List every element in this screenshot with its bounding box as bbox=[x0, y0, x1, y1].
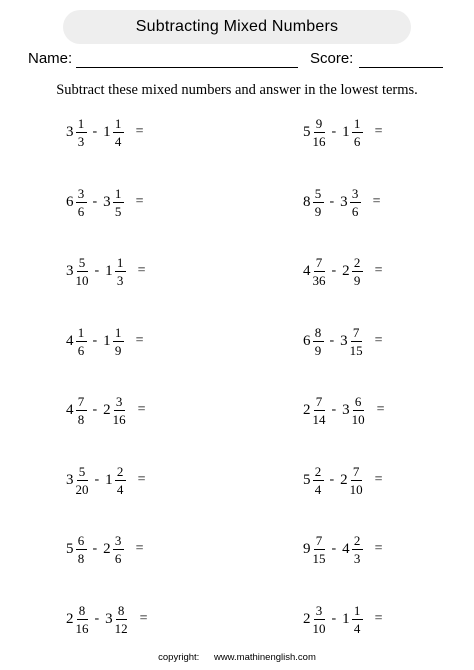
minus-sign: - bbox=[331, 541, 337, 556]
denominator: 4 bbox=[353, 620, 361, 636]
equals-sign: = bbox=[135, 333, 144, 348]
fraction bbox=[313, 534, 326, 565]
denominator: 5 bbox=[114, 203, 122, 219]
minus-sign: - bbox=[92, 333, 98, 348]
minus-sign: - bbox=[94, 263, 100, 278]
denominator: 3 bbox=[353, 550, 361, 566]
denominator: 36 bbox=[312, 272, 326, 288]
equals-sign: = bbox=[137, 402, 146, 417]
name-line[interactable] bbox=[76, 67, 298, 68]
minus-sign: - bbox=[329, 194, 335, 209]
instructions: Subtract these mixed numbers and answer in the lowest terms. bbox=[56, 82, 418, 98]
numerator: 2 bbox=[352, 534, 363, 550]
fraction bbox=[113, 187, 124, 218]
equals-sign: = bbox=[135, 124, 144, 139]
fraction bbox=[350, 187, 361, 218]
problem-row bbox=[66, 390, 146, 430]
fraction bbox=[113, 395, 126, 426]
whole-number: 1 bbox=[342, 610, 350, 627]
numerator: 2 bbox=[115, 465, 126, 481]
whole-number: 3 bbox=[342, 401, 350, 418]
fraction bbox=[313, 395, 326, 426]
minus-sign: - bbox=[331, 124, 337, 139]
fraction bbox=[76, 395, 87, 426]
numerator: 7 bbox=[351, 465, 362, 481]
numerator: 7 bbox=[314, 256, 325, 272]
problem-row bbox=[303, 321, 383, 361]
problem-row bbox=[66, 599, 148, 639]
whole-number: 4 bbox=[66, 332, 74, 349]
numerator: 2 bbox=[313, 465, 324, 481]
numerator: 2 bbox=[352, 256, 363, 272]
denominator: 9 bbox=[353, 272, 361, 288]
whole-number: 3 bbox=[340, 332, 348, 349]
numerator: 1 bbox=[352, 117, 363, 133]
fraction bbox=[350, 465, 363, 496]
site-url: www.mathinenglish.com bbox=[213, 652, 316, 663]
fraction bbox=[352, 534, 363, 565]
problem-row bbox=[66, 321, 144, 361]
fraction bbox=[313, 326, 324, 357]
footer bbox=[0, 652, 474, 663]
problem-row bbox=[66, 112, 144, 152]
numerator: 8 bbox=[313, 326, 324, 342]
denominator: 15 bbox=[349, 342, 363, 358]
problem-row bbox=[303, 112, 383, 152]
fraction bbox=[352, 256, 363, 287]
problem-row bbox=[303, 182, 381, 222]
denominator: 16 bbox=[75, 620, 89, 636]
whole-number: 6 bbox=[66, 193, 74, 210]
problem-row bbox=[303, 251, 383, 291]
fraction bbox=[115, 256, 126, 287]
equals-sign: = bbox=[135, 194, 144, 209]
denominator: 9 bbox=[314, 203, 322, 219]
denominator: 6 bbox=[77, 203, 85, 219]
equals-sign: = bbox=[374, 472, 383, 487]
numerator: 5 bbox=[77, 465, 88, 481]
denominator: 4 bbox=[116, 481, 124, 497]
numerator: 1 bbox=[113, 326, 124, 342]
fraction bbox=[350, 326, 363, 357]
minus-sign: - bbox=[331, 263, 337, 278]
numerator: 7 bbox=[314, 395, 325, 411]
denominator: 6 bbox=[77, 342, 85, 358]
fraction bbox=[313, 117, 326, 148]
problem-row bbox=[303, 529, 383, 569]
numerator: 3 bbox=[350, 187, 361, 203]
whole-number: 2 bbox=[103, 401, 111, 418]
minus-sign: - bbox=[94, 472, 100, 487]
equals-sign: = bbox=[135, 541, 144, 556]
denominator: 9 bbox=[314, 342, 322, 358]
denominator: 16 bbox=[312, 133, 326, 149]
minus-sign: - bbox=[329, 472, 335, 487]
minus-sign: - bbox=[92, 124, 98, 139]
whole-number: 6 bbox=[303, 332, 311, 349]
whole-number: 1 bbox=[342, 123, 350, 140]
minus-sign: - bbox=[331, 402, 337, 417]
fraction bbox=[115, 604, 128, 635]
numerator: 6 bbox=[353, 395, 364, 411]
fraction bbox=[313, 604, 326, 635]
numerator: 1 bbox=[113, 117, 124, 133]
problem-row bbox=[66, 182, 144, 222]
whole-number: 3 bbox=[66, 262, 74, 279]
denominator: 8 bbox=[77, 411, 85, 427]
numerator: 1 bbox=[76, 326, 87, 342]
fraction bbox=[313, 256, 326, 287]
equals-sign: = bbox=[374, 263, 383, 278]
fraction bbox=[352, 117, 363, 148]
denominator: 12 bbox=[114, 620, 128, 636]
whole-number: 3 bbox=[66, 123, 74, 140]
numerator: 8 bbox=[116, 604, 127, 620]
whole-number: 2 bbox=[303, 610, 311, 627]
problem-row bbox=[303, 460, 383, 500]
denominator: 6 bbox=[114, 550, 122, 566]
fraction bbox=[76, 117, 87, 148]
equals-sign: = bbox=[139, 611, 148, 626]
denominator: 3 bbox=[116, 272, 124, 288]
numerator: 3 bbox=[113, 534, 124, 550]
equals-sign: = bbox=[374, 124, 383, 139]
fraction bbox=[313, 465, 324, 496]
whole-number: 2 bbox=[103, 540, 111, 557]
denominator: 9 bbox=[114, 342, 122, 358]
whole-number: 3 bbox=[340, 193, 348, 210]
fraction bbox=[352, 604, 363, 635]
score-label: Score: bbox=[310, 50, 354, 67]
fraction bbox=[113, 117, 124, 148]
whole-number: 5 bbox=[303, 123, 311, 140]
problem-row bbox=[303, 390, 385, 430]
fraction bbox=[76, 187, 87, 218]
score-line[interactable] bbox=[359, 67, 443, 68]
worksheet-title: Subtracting Mixed Numbers bbox=[63, 10, 411, 44]
whole-number: 4 bbox=[342, 540, 350, 557]
numerator: 3 bbox=[76, 187, 87, 203]
minus-sign: - bbox=[92, 402, 98, 417]
whole-number: 3 bbox=[66, 471, 74, 488]
whole-number: 9 bbox=[303, 540, 311, 557]
minus-sign: - bbox=[94, 611, 100, 626]
equals-sign: = bbox=[374, 333, 383, 348]
denominator: 10 bbox=[351, 411, 365, 427]
numerator: 3 bbox=[314, 604, 325, 620]
denominator: 4 bbox=[114, 133, 122, 149]
problem-row bbox=[66, 460, 146, 500]
whole-number: 2 bbox=[303, 401, 311, 418]
problem-row bbox=[303, 599, 383, 639]
denominator: 8 bbox=[77, 550, 85, 566]
minus-sign: - bbox=[92, 541, 98, 556]
denominator: 4 bbox=[314, 481, 322, 497]
denominator: 16 bbox=[112, 411, 126, 427]
problem-row bbox=[66, 529, 144, 569]
fraction bbox=[352, 395, 365, 426]
denominator: 10 bbox=[75, 272, 89, 288]
equals-sign: = bbox=[137, 472, 146, 487]
fraction bbox=[76, 604, 89, 635]
whole-number: 4 bbox=[66, 401, 74, 418]
fraction bbox=[115, 465, 126, 496]
whole-number: 1 bbox=[105, 471, 113, 488]
numerator: 1 bbox=[76, 117, 87, 133]
fraction bbox=[113, 326, 124, 357]
minus-sign: - bbox=[92, 194, 98, 209]
copyright-label: copyright: bbox=[158, 652, 200, 663]
denominator: 6 bbox=[353, 133, 361, 149]
equals-sign: = bbox=[137, 263, 146, 278]
numerator: 1 bbox=[113, 187, 124, 203]
header-row bbox=[0, 50, 474, 72]
fraction bbox=[113, 534, 124, 565]
whole-number: 8 bbox=[303, 193, 311, 210]
whole-number: 2 bbox=[66, 610, 74, 627]
minus-sign: - bbox=[329, 333, 335, 348]
denominator: 20 bbox=[75, 481, 89, 497]
equals-sign: = bbox=[374, 611, 383, 626]
numerator: 7 bbox=[314, 534, 325, 550]
whole-number: 1 bbox=[103, 123, 111, 140]
denominator: 3 bbox=[77, 133, 85, 149]
numerator: 7 bbox=[76, 395, 87, 411]
whole-number: 3 bbox=[105, 610, 113, 627]
whole-number: 5 bbox=[303, 471, 311, 488]
fraction bbox=[76, 326, 87, 357]
whole-number: 4 bbox=[303, 262, 311, 279]
whole-number: 1 bbox=[105, 262, 113, 279]
denominator: 14 bbox=[312, 411, 326, 427]
numerator: 5 bbox=[313, 187, 324, 203]
numerator: 3 bbox=[114, 395, 125, 411]
fraction bbox=[76, 465, 89, 496]
numerator: 9 bbox=[314, 117, 325, 133]
name-label: Name: bbox=[28, 50, 73, 67]
equals-sign: = bbox=[374, 541, 383, 556]
fraction bbox=[76, 256, 89, 287]
numerator: 1 bbox=[115, 256, 126, 272]
numerator: 5 bbox=[77, 256, 88, 272]
denominator: 10 bbox=[349, 481, 363, 497]
problem-row bbox=[66, 251, 146, 291]
denominator: 15 bbox=[312, 550, 326, 566]
whole-number: 3 bbox=[103, 193, 111, 210]
whole-number: 2 bbox=[340, 471, 348, 488]
equals-sign: = bbox=[376, 402, 385, 417]
numerator: 7 bbox=[351, 326, 362, 342]
whole-number: 2 bbox=[342, 262, 350, 279]
fraction bbox=[76, 534, 87, 565]
denominator: 6 bbox=[351, 203, 359, 219]
whole-number: 5 bbox=[66, 540, 74, 557]
fraction bbox=[313, 187, 324, 218]
equals-sign: = bbox=[372, 194, 381, 209]
denominator: 10 bbox=[312, 620, 326, 636]
whole-number: 1 bbox=[103, 332, 111, 349]
numerator: 8 bbox=[77, 604, 88, 620]
numerator: 1 bbox=[352, 604, 363, 620]
numerator: 6 bbox=[76, 534, 87, 550]
minus-sign: - bbox=[331, 611, 337, 626]
